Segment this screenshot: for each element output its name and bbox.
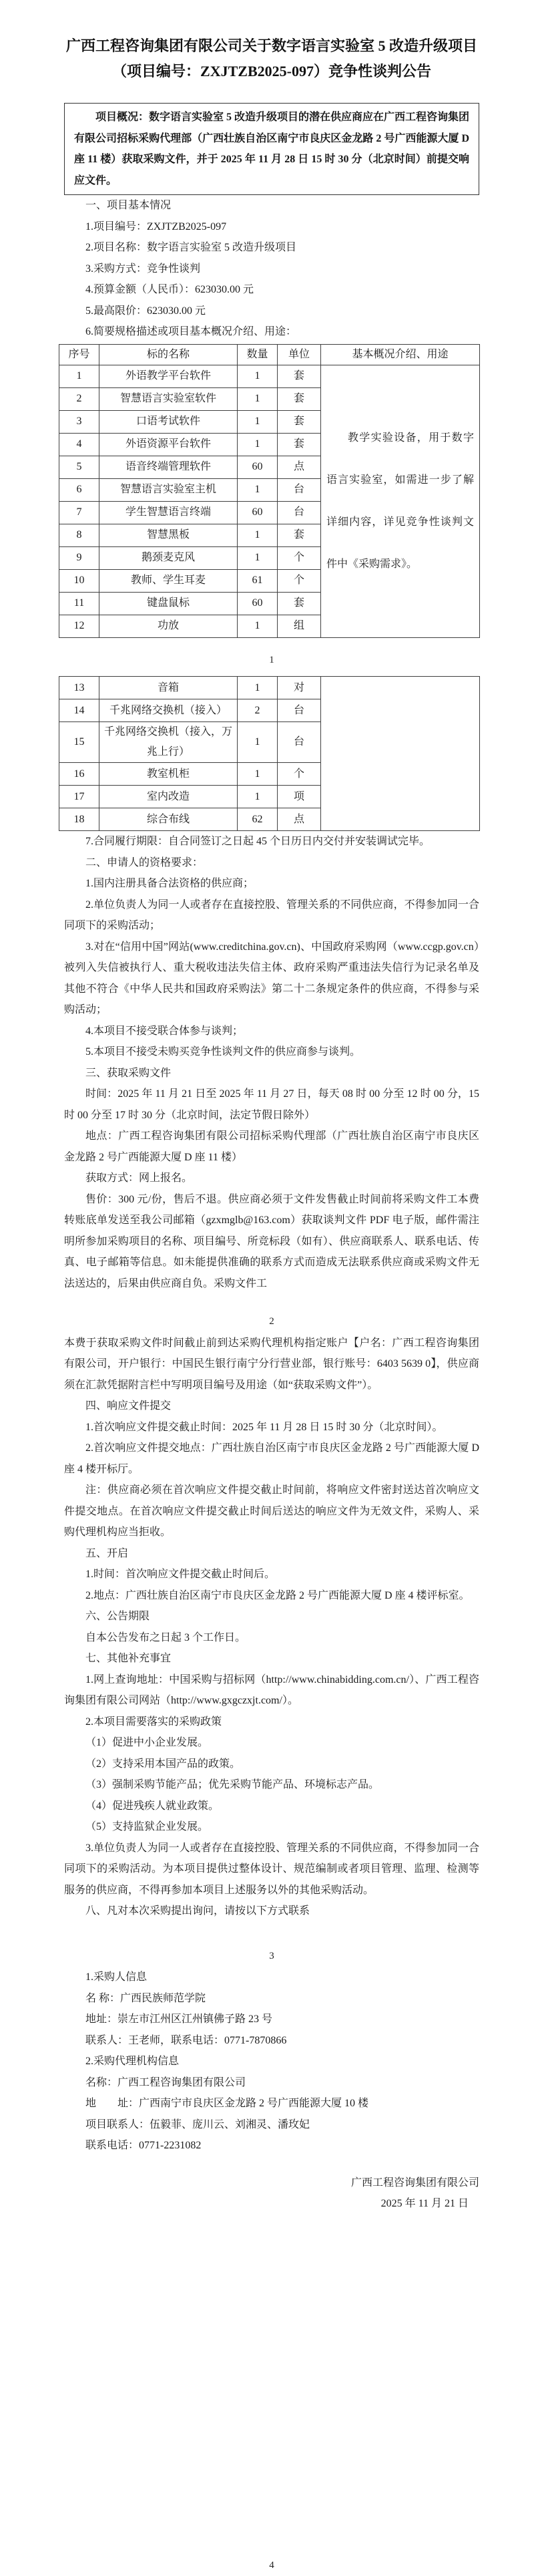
section-2-item: 1.国内注册具备合法资格的供应商； — [64, 873, 479, 895]
page-number-2: 2 — [64, 1311, 479, 1333]
section-2-heading: 二、申请人的资格要求： — [64, 852, 479, 874]
section-2-item: 5.本项目不接受未购买竞争性谈判文件的供应商参与谈判。 — [64, 1041, 479, 1063]
table-cell: 台 — [278, 478, 321, 501]
section-1-item: 1.项目编号：ZXJTZB2025-097 — [64, 216, 479, 238]
table-cell: 外语教学平台软件 — [99, 365, 238, 387]
contact-info-items — [64, 1967, 479, 2156]
table-cell: 11 — [59, 592, 99, 615]
section-3-item: 地点：广西工程咨询集团有限公司招标采购代理部（广西壮族自治区南宁市良庆区金龙路 2 号广西能源大厦 D 座 11 楼） — [64, 1126, 479, 1168]
table-cell: 1 — [238, 786, 278, 808]
section-2-item: 3.对在“信用中国”网站(www.creditchina.gov.cn)、中国政府采购网（www.ccgp.gov.cn）被列入失信被执行人、重大税收违法失信主体、政府采购严重违法失信行为记录名单及其他不符合《中华人民共和国政府采购法》第二十二条规定条件的供应商，不得参与采购活动； — [64, 937, 479, 1021]
table-cell: 键盘鼠标 — [99, 592, 238, 615]
section-7-item: （4）促进残疾人就业政策。 — [64, 1796, 479, 1817]
table-cell: 1 — [238, 722, 278, 763]
table-cell: 4 — [59, 433, 99, 456]
table-cell: 3 — [59, 410, 99, 433]
contact-info-line: 1.采购人信息 — [64, 1967, 479, 1988]
table-cell: 功放 — [99, 615, 238, 637]
table-row — [59, 365, 480, 387]
table-cell: 千兆网络交换机（接入，万兆上行） — [99, 722, 238, 763]
col-header-qty: 数量 — [238, 344, 278, 365]
page-number-4: 4 — [64, 2555, 479, 2576]
table-cell: 口语考试软件 — [99, 410, 238, 433]
table-cell: 62 — [238, 808, 278, 831]
section-1-item: 4.预算金额（人民币）：623030.00 元 — [64, 279, 479, 301]
table-cell: 智慧黑板 — [99, 524, 238, 546]
contract-term: 7.合同履行期限：自合同签订之日起 45 个日历日内交付并安装调试完毕。 — [64, 831, 479, 852]
document-title — [64, 33, 479, 84]
table-cell: 18 — [59, 808, 99, 831]
table-cell: 教师、学生耳麦 — [99, 569, 238, 592]
table-cell: 1 — [238, 677, 278, 699]
table-cell: 1 — [59, 365, 99, 387]
section-4-item: 1.首次响应文件提交截止时间：2025 年 11 月 28 日 15 时 30 分（北京时间）。 — [64, 1417, 479, 1438]
section-3-items — [64, 1084, 479, 1294]
table-cell: 60 — [238, 501, 278, 524]
table-cell: 60 — [238, 592, 278, 615]
section-7-item: （5）支持监狱企业发展。 — [64, 1816, 479, 1838]
goods-table-header-row — [59, 344, 480, 365]
section-6-items — [64, 1627, 479, 1649]
table-cell: 套 — [278, 410, 321, 433]
section-7-item: （3）强制采购节能产品；优先采购节能产品、环境标志产品。 — [64, 1774, 479, 1796]
table-cell: 个 — [278, 763, 321, 786]
page-number-3: 3 — [64, 1946, 479, 1967]
signature-company: 广西工程咨询集团有限公司 — [64, 2172, 479, 2194]
table-cell: 15 — [59, 722, 99, 763]
table-cell: 2 — [238, 699, 278, 722]
table-cell: 14 — [59, 699, 99, 722]
contact-info-line: 2.采购代理机构信息 — [64, 2051, 479, 2072]
section-4-item: 2.首次响应文件提交地点：广西壮族自治区南宁市良庆区金龙路 2 号广西能源大厦 D 座 4 楼开标厅。 — [64, 1438, 479, 1480]
table-cell: 千兆网络交换机（接入） — [99, 699, 238, 722]
table-cell: 1 — [238, 433, 278, 456]
signature-date: 2025 年 11 月 21 日 — [64, 2193, 479, 2215]
table-cell: 点 — [278, 456, 321, 478]
table-cell: 1 — [238, 410, 278, 433]
section-7-item: （2）支持采用本国产品的政策。 — [64, 1754, 479, 1775]
section-6-heading: 六、公告期限 — [64, 1606, 479, 1627]
goods-table-page1 — [59, 344, 480, 638]
table-cell: 套 — [278, 592, 321, 615]
section-4-items — [64, 1417, 479, 1543]
table-cell: 5 — [59, 456, 99, 478]
project-overview-box — [64, 103, 479, 195]
title-line-2: （项目编号：ZXJTZB2025-097）竞争性谈判公告 — [64, 59, 479, 84]
contact-info-line: 名 称：广西民族师范学院 — [64, 1988, 479, 2009]
section-5-heading: 五、开启 — [64, 1543, 479, 1565]
project-overview-text: 项目概况：数字语言实验室 5 改造升级项目的潜在供应商应在广西工程咨询集团有限公司招标采购代理部（广西壮族自治区南宁市良庆区金龙路 2 号广西能源大厦 D 座 11 楼）获取采购文件，并于 2025 年 11 月 28 日 15 时 30 分（北京时间）前提交响应文件。 — [74, 107, 469, 191]
table-cell: 个 — [278, 546, 321, 569]
section-7-items — [64, 1669, 479, 1901]
table-cell: 1 — [238, 365, 278, 387]
col-header-unit: 单位 — [278, 344, 321, 365]
table-cell: 点 — [278, 808, 321, 831]
table-cell: 台 — [278, 501, 321, 524]
contact-info-line: 名称：广西工程咨询集团有限公司 — [64, 2072, 479, 2094]
section-3-item: 获取方式：网上报名。 — [64, 1168, 479, 1189]
section-1-items — [64, 216, 479, 343]
table-cell: 10 — [59, 569, 99, 592]
table-cell: 7 — [59, 501, 99, 524]
section-1-item: 3.采购方式：竞争性谈判 — [64, 259, 479, 280]
table-cell: 智慧语言实验室软件 — [99, 387, 238, 410]
table-cell: 对 — [278, 677, 321, 699]
table-cell: 61 — [238, 569, 278, 592]
table-cell: 套 — [278, 365, 321, 387]
table-cell: 台 — [278, 722, 321, 763]
section-7-item: 2.本项目需要落实的采购政策 — [64, 1712, 479, 1733]
contact-info-line: 项目联系人：伍毅菲、庞川云、刘湘灵、潘玫妃 — [64, 2114, 479, 2136]
contact-info-line: 地址：崇左市江州区江州镇佛子路 23 号 — [64, 2009, 479, 2030]
table-cell: 1 — [238, 615, 278, 637]
col-header-index: 序号 — [59, 344, 99, 365]
page-number-1: 1 — [64, 650, 479, 671]
title-line-1: 广西工程咨询集团有限公司关于数字语言实验室 5 改造升级项目 — [64, 33, 479, 59]
table-row — [59, 677, 480, 699]
section-8-heading: 八、凡对本次采购提出询问，请按以下方式联系 — [64, 1901, 479, 1922]
table-cell: 室内改造 — [99, 786, 238, 808]
table-cell: 个 — [278, 569, 321, 592]
table-cell: 60 — [238, 456, 278, 478]
table-cell: 语音终端管理软件 — [99, 456, 238, 478]
section-7-heading: 七、其他补充事宜 — [64, 1648, 479, 1669]
table-cell: 8 — [59, 524, 99, 546]
table-cell: 1 — [238, 478, 278, 501]
table-remark-cell — [321, 677, 480, 831]
section-7-item: 1.网上查询地址：中国采购与招标网（http://www.chinabidding.com.cn/）、广西工程咨询集团有限公司网站（http://www.gxgczxjt.com/）。 — [64, 1669, 479, 1712]
section-1-item: 2.项目名称：数字语言实验室 5 改造升级项目 — [64, 237, 479, 259]
section-7-item: 3.单位负责人为同一人或者存在直接控股、管理关系的不同供应商，不得参加同一合同项下的采购活动。为本项目提供过整体设计、规范编制或者项目管理、监理、检测等服务的供应商，不得再参加本项目上述服务以外的其他采购活动。 — [64, 1838, 479, 1901]
table-cell: 套 — [278, 524, 321, 546]
table-cell: 1 — [238, 524, 278, 546]
table-cell: 套 — [278, 387, 321, 410]
signature-block — [64, 2172, 479, 2215]
section-5-item: 2.地点：广西壮族自治区南宁市良庆区金龙路 2 号广西能源大厦 D 座 4 楼评标室。 — [64, 1585, 479, 1607]
table-cell: 教室机柜 — [99, 763, 238, 786]
contact-info-line: 联系电话：0771-2231082 — [64, 2135, 479, 2156]
table-cell: 外语资源平台软件 — [99, 433, 238, 456]
table-cell: 学生智慧语言终端 — [99, 501, 238, 524]
section-1-item: 5.最高限价：623030.00 元 — [64, 301, 479, 322]
table-cell: 12 — [59, 615, 99, 637]
section-3-item: 售价：300 元/份，售后不退。供应商必须于文件发售截止时间前将采购文件工本费转账底单发送至我公司邮箱（gzxmglb@163.com）获取谈判文件 PDF 电子版，邮件需注明所参加采购项目的名称、项目编号、所竞标段（如有）、供应商联系人、联系电话、传真、电子邮箱等信息。如未能提供准确的联系方式而造成无法联系供应商或采购文件无法送达的，后果由供应商自负。采购文件工 — [64, 1189, 479, 1295]
table-cell: 6 — [59, 478, 99, 501]
contact-info-line: 联系人：王老师，联系电话：0771-7870866 — [64, 2030, 479, 2052]
section-6-item: 自本公告发布之日起 3 个工作日。 — [64, 1627, 479, 1649]
section-1-heading: 一、项目基本情况 — [64, 195, 479, 216]
section-4-item: 注：供应商必须在首次响应文件提交截止时间前，将响应文件密封送达首次响应文件提交地点。在首次响应文件提交截止时间后送达的响应文件为无效文件，采购人、采购代理机构应当拒收。 — [64, 1480, 479, 1543]
section-5-item: 1.时间：首次响应文件提交截止时间后。 — [64, 1564, 479, 1585]
section-3-heading: 三、获取采购文件 — [64, 1063, 479, 1084]
table-remark-cell: 教学实验设备，用于数字语言实验室，如需进一步了解详细内容，详见竞争性谈判文件中《采购需求》。 — [321, 365, 480, 637]
section-2-item: 4.本项目不接受联合体参与谈判； — [64, 1021, 479, 1042]
section-5-items — [64, 1564, 479, 1606]
table-cell: 项 — [278, 786, 321, 808]
contact-info-line: 地 址：广西南宁市良庆区金龙路 2 号广西能源大厦 10 楼 — [64, 2093, 479, 2114]
table-cell: 17 — [59, 786, 99, 808]
table-cell: 16 — [59, 763, 99, 786]
col-header-remark: 基本概况介绍、用途 — [321, 344, 480, 365]
table-cell: 音箱 — [99, 677, 238, 699]
section-1-item: 6.简要规格描述或项目基本概况介绍、用途： — [64, 321, 479, 343]
table-cell: 综合布线 — [99, 808, 238, 831]
table-cell: 1 — [238, 763, 278, 786]
table-cell: 9 — [59, 546, 99, 569]
table-cell: 套 — [278, 433, 321, 456]
section-2-items — [64, 873, 479, 1063]
table-cell: 1 — [238, 387, 278, 410]
section-4-heading: 四、响应文件提交 — [64, 1396, 479, 1417]
col-header-name: 标的名称 — [99, 344, 238, 365]
table-cell: 组 — [278, 615, 321, 637]
table-cell: 台 — [278, 699, 321, 722]
table-cell: 智慧语言实验室主机 — [99, 478, 238, 501]
table-cell: 鹅颈麦克风 — [99, 546, 238, 569]
section-3-item: 时间：2025 年 11 月 21 日至 2025 年 11 月 27 日，每天 08 时 00 分至 12 时 00 分，15 时 00 分至 17 时 30 分（北京时间，法定节假日除外） — [64, 1084, 479, 1126]
table-cell: 1 — [238, 546, 278, 569]
goods-table-page2 — [59, 676, 480, 831]
table-cell: 2 — [59, 387, 99, 410]
table-cell: 13 — [59, 677, 99, 699]
section-7-item: （1）促进中小企业发展。 — [64, 1732, 479, 1754]
section-3-continuation: 本费于获取采购文件时间截止前到达采购代理机构指定账户【户名：广西工程咨询集团有限公司，开户银行：中国民生银行南宁分行营业部，银行账号：6403 5639 0】，供应商须在汇款凭据附言栏中写明项目编号及用途（如“获取采购文件”）。 — [64, 1333, 479, 1396]
section-2-item: 2.单位负责人为同一人或者存在直接控股、管理关系的不同供应商，不得参加同一合同项下的采购活动； — [64, 895, 479, 937]
